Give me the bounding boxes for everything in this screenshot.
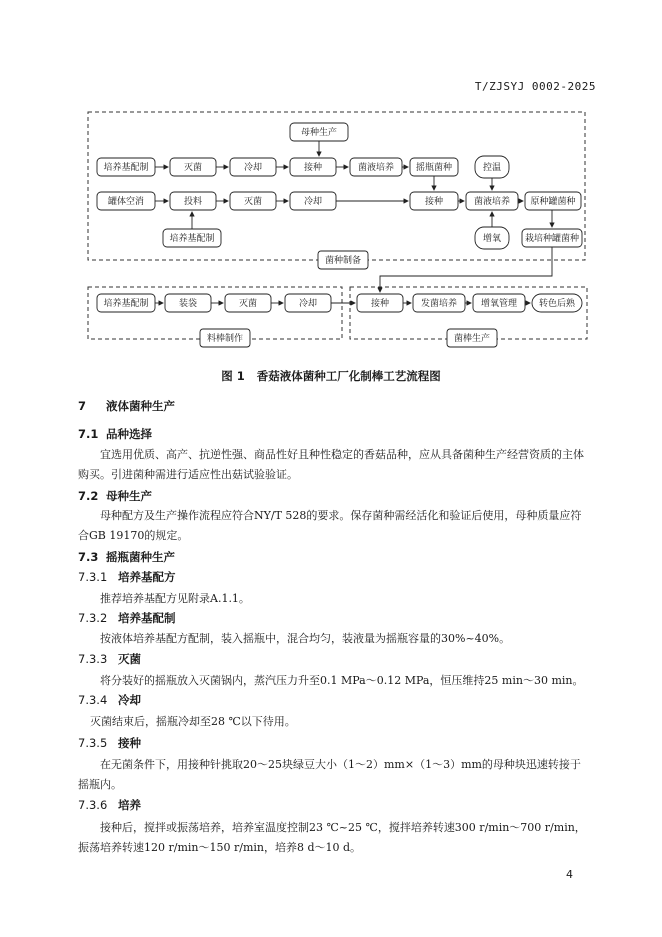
label: 控温 [482,163,502,173]
section-7-3-2-text: 按液体培养基配方配制，装入摇瓶中，混合均匀，装液量为摇瓶容量的30%~40%。 [100,632,511,645]
label: 接种 [424,197,444,207]
section-number: 7.3.5 [78,736,108,750]
label: 培养基配制 [169,234,215,244]
section-number: 7.3.4 [78,693,108,707]
label: 冷却 [303,197,323,207]
label: 培养基配制 [103,299,149,309]
section-number: 7.3.2 [78,611,108,625]
section-7-3-6-heading [78,797,141,813]
page-number: 4 [566,868,573,881]
section-7-3-4-heading [78,692,141,708]
section-title: 灭菌 [118,652,141,666]
section-title: 液体菌种生产 [106,399,175,413]
section-7-1-heading [78,426,152,442]
label: 培养基配制 [103,163,149,173]
section-number: 7.3.1 [78,570,108,584]
arrow-to-log-production [380,247,552,292]
section-title: 培养基配制 [118,611,176,625]
section-7-3-1-text: 推荐培养基配方见附录A.1.1。 [100,592,250,605]
label: 接种 [370,299,390,309]
section-7-2-heading [78,488,152,504]
section-title: 培养基配方 [118,570,176,584]
label: 灭菌 [243,197,263,207]
section-7-heading [78,398,175,414]
section-number: 7 [78,399,87,413]
section-title: 培养 [118,798,141,812]
section-number: 7.3 [78,550,99,564]
section-7-3-1-heading [78,569,176,585]
label: 菌液培养 [473,197,511,207]
section-7-2-text: 母种配方及生产操作流程应符合NY/T 528的要求。保存菌种需经活化和验证后使用，母种质量应符合GB 19170的规定。 [78,509,582,542]
label: 转色后熟 [538,299,576,309]
section-7-3-3-heading [78,651,141,667]
label: 摇瓶菌种 [415,163,453,173]
section-number: 7.2 [78,489,99,503]
label: 灭菌 [183,163,203,173]
label: 灭菌 [238,299,258,309]
section-title: 冷却 [118,693,141,707]
section-title: 接种 [118,736,141,750]
label: 增氧 [482,234,502,244]
label: 栽培种罐菌种 [524,234,580,244]
label: 发菌培养 [420,299,458,309]
figure-title: 香菇液体菌种工厂化制棒工艺流程图 [256,369,441,383]
section-number: 7.3.6 [78,798,108,812]
label: 菌液培养 [357,163,395,173]
section-number: 7.3.3 [78,652,108,666]
section-number: 7.1 [78,427,99,441]
section-7-3-3-text: 将分装好的摇瓶放入灭菌锅内，蒸汽压力升至0.1 MPa～0.12 MPa，恒压维持25 min～30 min。 [100,674,584,687]
figure-number: 图 1 [221,369,245,383]
label: 菌种制备 [324,256,362,266]
label: 料棒制作 [206,334,244,344]
label: 母种生产 [300,128,338,138]
section-7-3-2-heading [78,610,176,626]
section-7-1-text: 宜选用优质、高产、抗逆性强、商品性好且种性稳定的香菇品种，应从具备菌种生产经营资质的主体购买。引进菌种需进行适应性出菇试验验证。 [78,448,584,481]
label: 增氧管理 [480,299,518,309]
label: 投料 [183,197,203,207]
label: 冷却 [243,163,263,173]
label: 菌棒生产 [453,334,491,344]
label: 接种 [303,163,323,173]
section-title: 摇瓶菌种生产 [106,550,175,564]
section-title: 品种选择 [106,427,152,441]
label: 冷却 [298,299,318,309]
label: 原种罐菌种 [530,197,576,207]
process-flowchart [0,0,662,360]
section-7-3-5-heading [78,735,141,751]
figure-caption [0,368,662,384]
section-7-3-6-text: 接种后，搅拌或振荡培养，培养室温度控制23 ℃~25 ℃，搅拌培养转速300 r/min～700 r/min，振荡培养转速120 r/min～150 r/min，培养8 d～10 d。 [78,821,586,854]
label: 装袋 [178,299,198,309]
section-7-3-heading [78,549,175,565]
label: 罐体空消 [107,197,145,207]
section-7-3-5-text: 在无菌条件下，用接种针挑取20～25块绿豆大小（1～2）mm×（1～3）mm的母种块迅速转接于摇瓶内。 [78,758,581,791]
section-7-3-4-text: 灭菌结束后，摇瓶冷却至28 ℃以下待用。 [90,715,296,728]
section-title: 母种生产 [106,489,152,503]
standard-number: T/ZJSYJ 0002-2025 [474,80,596,93]
